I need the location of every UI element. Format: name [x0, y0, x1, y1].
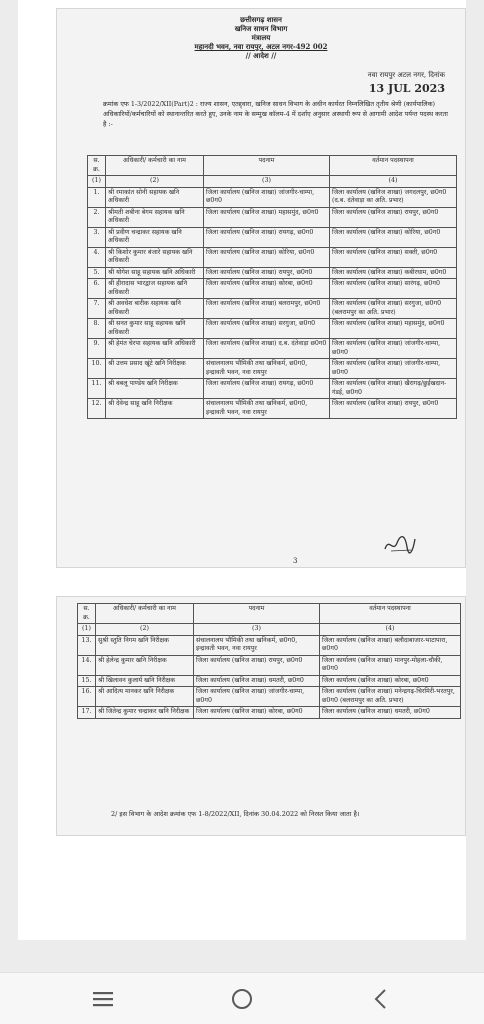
- cell-posting: जिला कार्यालय (खनिज शाखा) खैरागढ़/छुईखदान-गंडई, छ0ग0: [330, 379, 457, 399]
- cell-posting: जिला कार्यालय (खनिज शाखा) जांजगीर-चाम्पा, छ0ग0: [330, 339, 457, 359]
- document-page-2: [56, 596, 466, 836]
- cell-posting: जिला कार्यालय (खनिज शाखा) सरगुजा, छ0ग0 (बलरामपुर का अति. प्रभार): [330, 299, 457, 319]
- table-row: [88, 379, 457, 399]
- col-index: (2): [106, 176, 204, 188]
- table-body-1: [88, 187, 457, 419]
- col-header-posting: वर्तमान पदस्थापना: [320, 604, 461, 624]
- table-row: [88, 359, 457, 379]
- document-page-1: [56, 8, 466, 568]
- cell-name: श्री किशोर कुमार बंजारे सहायक खनि अधिकारी: [106, 247, 204, 267]
- table-body-2: [78, 635, 461, 718]
- col-index: (3): [194, 624, 320, 636]
- col-index: (3): [204, 176, 330, 188]
- table-index-row: [78, 624, 461, 636]
- cell-serial: 1.: [88, 187, 106, 207]
- cell-posting: जिला कार्यालय (खनिज शाखा) मनेन्द्रगढ़-चिरमिरी-भरतपुर, छ0ग0 (बलरामपुर का अति. प्रभार): [320, 687, 461, 707]
- page-number: 3: [293, 557, 298, 565]
- cell-serial: 3.: [88, 227, 106, 247]
- cell-posting: जिला कार्यालय (खनिज शाखा) जगदलपुर, छ0ग0 (द.ब. दंतेवाड़ा का अति. प्रभार): [330, 187, 457, 207]
- transfer-table-1: [87, 155, 457, 419]
- cell-name: श्री अवधेश बारीक सहायक खनि अधिकारी: [106, 299, 204, 319]
- cell-name: श्री देवेन्द्र साहू खनि निरीक्षक: [106, 399, 204, 419]
- cell-posting: जिला कार्यालय (खनिज शाखा) रायपुर, छ0ग0: [330, 399, 457, 419]
- table-row: [78, 675, 461, 687]
- cell-name: सुश्री स्तुति निगम खनि निरीक्षक: [96, 635, 194, 655]
- document-viewer-card: [18, 0, 466, 940]
- table-row: [88, 267, 457, 279]
- cell-name: श्री प्रवीण चन्द्राकर सहायक खनि अधिकारी: [106, 227, 204, 247]
- cell-name: श्री हेलेन्द्र कुमार खनि निरीक्षक: [96, 655, 194, 675]
- table-row: [88, 319, 457, 339]
- cell-post: संचालनालय भौमिकी तथा खनिकर्म, छ0ग0, इन्द्रावती भवन, नवा रायपुर: [194, 635, 320, 655]
- order-intro-text: क्रमांक एफ 1-3/2022/XII(Part)2 : राज्य शासन, एतद्द्वारा, खनिज साधन विभाग के अधीन कार्यरत निम्नलिखित तृतीय श्रेणी (कार्यपालिक) अधिकारियों/कर्मचारियों को स्थानान्तरित करते हुए, उनके नाम के सम्मुख कॉलम-4 में दर्शाए अनुसार अस्थायी रूप से आगामी आदेश पर्यन्त पदस्थ करता है :-: [103, 100, 448, 128]
- cell-name: श्रीमती शबीना बेगम सहायक खनि अधिकारी: [106, 207, 204, 227]
- cell-serial: 15.: [78, 675, 96, 687]
- table-row: [78, 707, 461, 719]
- table-row: [88, 299, 457, 319]
- cell-name: श्री आदित्य मानकर खनि निरीक्षक: [96, 687, 194, 707]
- cell-name: श्री रमाकांत सोनी सहायक खनि अधिकारी: [106, 187, 204, 207]
- home-icon[interactable]: [229, 987, 255, 1011]
- col-index: (4): [330, 176, 457, 188]
- cell-post: जिला कार्यालय (खनिज शाखा) कोरबा, छ0ग0: [204, 279, 330, 299]
- cell-post: जिला कार्यालय (खनिज शाखा) महासमुंद, छ0ग0: [204, 207, 330, 227]
- cell-posting: जिला कार्यालय (खनिज शाखा) कोरिया, छ0ग0: [330, 227, 457, 247]
- cell-serial: 16.: [78, 687, 96, 707]
- cell-post: जिला कार्यालय (खनिज शाखा) रायगढ़, छ0ग0: [204, 227, 330, 247]
- cell-posting: जिला कार्यालय (खनिज शाखा) बलौदाबाजार-भाटापारा, छ0ग0: [320, 635, 461, 655]
- cell-posting: जिला कार्यालय (खनिज शाखा) सारंगढ़, छ0ग0: [330, 279, 457, 299]
- transfer-table-2: [77, 603, 461, 719]
- cell-name: श्री बबलू पाण्डेय खनि निरीक्षक: [106, 379, 204, 399]
- col-index: (1): [78, 624, 96, 636]
- cell-serial: 14.: [78, 655, 96, 675]
- cell-post: संचालनालय भौमिकी तथा खनिकर्म, छ0ग0, इन्द्रावती भवन, नवा रायपुर: [204, 399, 330, 419]
- col-index: (4): [320, 624, 461, 636]
- cell-posting: जिला कार्यालय (खनिज शाखा) सक्ती, छ0ग0: [330, 247, 457, 267]
- cell-serial: 10.: [88, 359, 106, 379]
- recent-apps-icon[interactable]: [90, 987, 116, 1011]
- cell-name: श्री सनत कुमार साहू सहायक खनि अधिकारी: [106, 319, 204, 339]
- signature-image: [383, 533, 417, 555]
- table-row: [78, 687, 461, 707]
- header-order: // आदेश //: [245, 51, 277, 60]
- cell-name: श्री योगेश साहू सहायक खनि अधिकारी: [106, 267, 204, 279]
- cell-post: जिला कार्यालय (खनिज शाखा) रायगढ़, छ0ग0: [204, 379, 330, 399]
- cell-post: जिला कार्यालय (खनिज शाखा) जांजगीर-चाम्पा, छ0ग0: [204, 187, 330, 207]
- col-index: (2): [96, 624, 194, 636]
- cell-serial: 8.: [88, 319, 106, 339]
- col-header-name: अधिकारी/ कर्मचारी का नाम: [96, 604, 194, 624]
- cell-name: श्री खिलावन कुलार्य खनि निरीक्षक: [96, 675, 194, 687]
- cell-serial: 9.: [88, 339, 106, 359]
- cell-post: जिला कार्यालय (खनिज शाखा) धमतरी, छ0ग0: [194, 675, 320, 687]
- table-header-row: [88, 156, 457, 176]
- col-header-serial: स. क्र.: [88, 156, 106, 176]
- header-line-3: मंत्रालय: [251, 33, 271, 42]
- header-line-1: छत्तीसगढ़ शासन: [240, 15, 282, 24]
- cell-posting: जिला कार्यालय (खनिज शाखा) कोरबा, छ0ग0: [320, 675, 461, 687]
- cell-post: जिला कार्यालय (खनिज शाखा) कोरबा, छ0ग0: [194, 707, 320, 719]
- cell-post: जिला कार्यालय (खनिज शाखा) बलरामपुर, छ0ग0: [204, 299, 330, 319]
- footer-note: 2/ इस विभाग के आदेश क्रमांक एफ 1-8/2022/XII, दिनांक 30.04.2022 को निरस्त किया जाता है।: [111, 810, 360, 818]
- cell-serial: 11.: [88, 379, 106, 399]
- table-row: [78, 655, 461, 675]
- date-stamp: 13 JUL 2023: [368, 82, 445, 95]
- cell-name: श्री हीरादास भारद्वाज सहायक खनि अधिकारी: [106, 279, 204, 299]
- col-header-post: पदनाम: [194, 604, 320, 624]
- cell-post: जिला कार्यालय (खनिज शाखा) सरगुजा, छ0ग0: [204, 319, 330, 339]
- cell-posting: जिला कार्यालय (खनिज शाखा) जांजगीर-चाम्पा, छ0ग0: [330, 359, 457, 379]
- header-address: महानदी भवन, नवा रायपुर, अटल नगर-492 002: [194, 42, 328, 51]
- cell-post: जिला कार्यालय (खनिज शाखा) रायपुर, छ0ग0: [204, 267, 330, 279]
- table-row: [88, 187, 457, 207]
- cell-serial: 12.: [88, 399, 106, 419]
- col-header-name: अधिकारी/ कर्मचारी का नाम: [106, 156, 204, 176]
- table-row: [88, 279, 457, 299]
- document-header: [57, 9, 465, 60]
- cell-post: जिला कार्यालय (खनिज शाखा) जांजगीर-चाम्पा, छ0ग0: [194, 687, 320, 707]
- table-row: [88, 207, 457, 227]
- cell-serial: 2.: [88, 207, 106, 227]
- cell-posting: जिला कार्यालय (खनिज शाखा) मानपुर-मोहला-चौकी, छ0ग0: [320, 655, 461, 675]
- table-row: [88, 399, 457, 419]
- cell-serial: 6.: [88, 279, 106, 299]
- cell-name: श्री हेमंत चेरपा सहायक खनि अधिकारी: [106, 339, 204, 359]
- android-nav-bar: [0, 972, 484, 1024]
- cell-posting: जिला कार्यालय (खनिज शाखा) कबीरधाम, छ0ग0: [330, 267, 457, 279]
- back-icon[interactable]: [368, 987, 394, 1011]
- col-index: (1): [88, 176, 106, 188]
- table-row: [88, 227, 457, 247]
- cell-serial: 17.: [78, 707, 96, 719]
- table-row: [78, 635, 461, 655]
- cell-post: जिला कार्यालय (खनिज शाखा) रायपुर, छ0ग0: [194, 655, 320, 675]
- cell-serial: 5.: [88, 267, 106, 279]
- header-place-date: [368, 71, 445, 95]
- col-header-serial: स. क्र.: [78, 604, 96, 624]
- cell-posting: जिला कार्यालय (खनिज शाखा) धमतरी, छ0ग0: [320, 707, 461, 719]
- cell-posting: जिला कार्यालय (खनिज शाखा) रायपुर, छ0ग0: [330, 207, 457, 227]
- header-place: नवा रायपुर अटल नगर, दिनांक: [367, 71, 445, 79]
- table-header-row: [78, 604, 461, 624]
- table-row: [88, 339, 457, 359]
- cell-name: श्री जितेन्द्र कुमार चन्द्राकर खनि निरीक्षक: [96, 707, 194, 719]
- cell-serial: 7.: [88, 299, 106, 319]
- cell-serial: 13.: [78, 635, 96, 655]
- cell-post: संचालनालय भौमिकी तथा खनिकर्म, छ0ग0, इन्द्रावती भवन, नवा रायपुर: [204, 359, 330, 379]
- col-header-post: पदनाम: [204, 156, 330, 176]
- cell-post: जिला कार्यालय (खनिज शाखा) द.ब. दंतेवाड़ा छ0ग0: [204, 339, 330, 359]
- table-index-row: [88, 176, 457, 188]
- header-line-2: खनिज साधन विभाग: [234, 24, 288, 33]
- cell-name: श्री उत्तम प्रसाद खूंटे खनि निरीक्षक: [106, 359, 204, 379]
- col-header-posting: वर्तमान पदस्थापना: [330, 156, 457, 176]
- cell-posting: जिला कार्यालय (खनिज शाखा) महासमुंद, छ0ग0: [330, 319, 457, 339]
- table-row: [88, 247, 457, 267]
- cell-serial: 4.: [88, 247, 106, 267]
- cell-post: जिला कार्यालय (खनिज शाखा) कोरिया, छ0ग0: [204, 247, 330, 267]
